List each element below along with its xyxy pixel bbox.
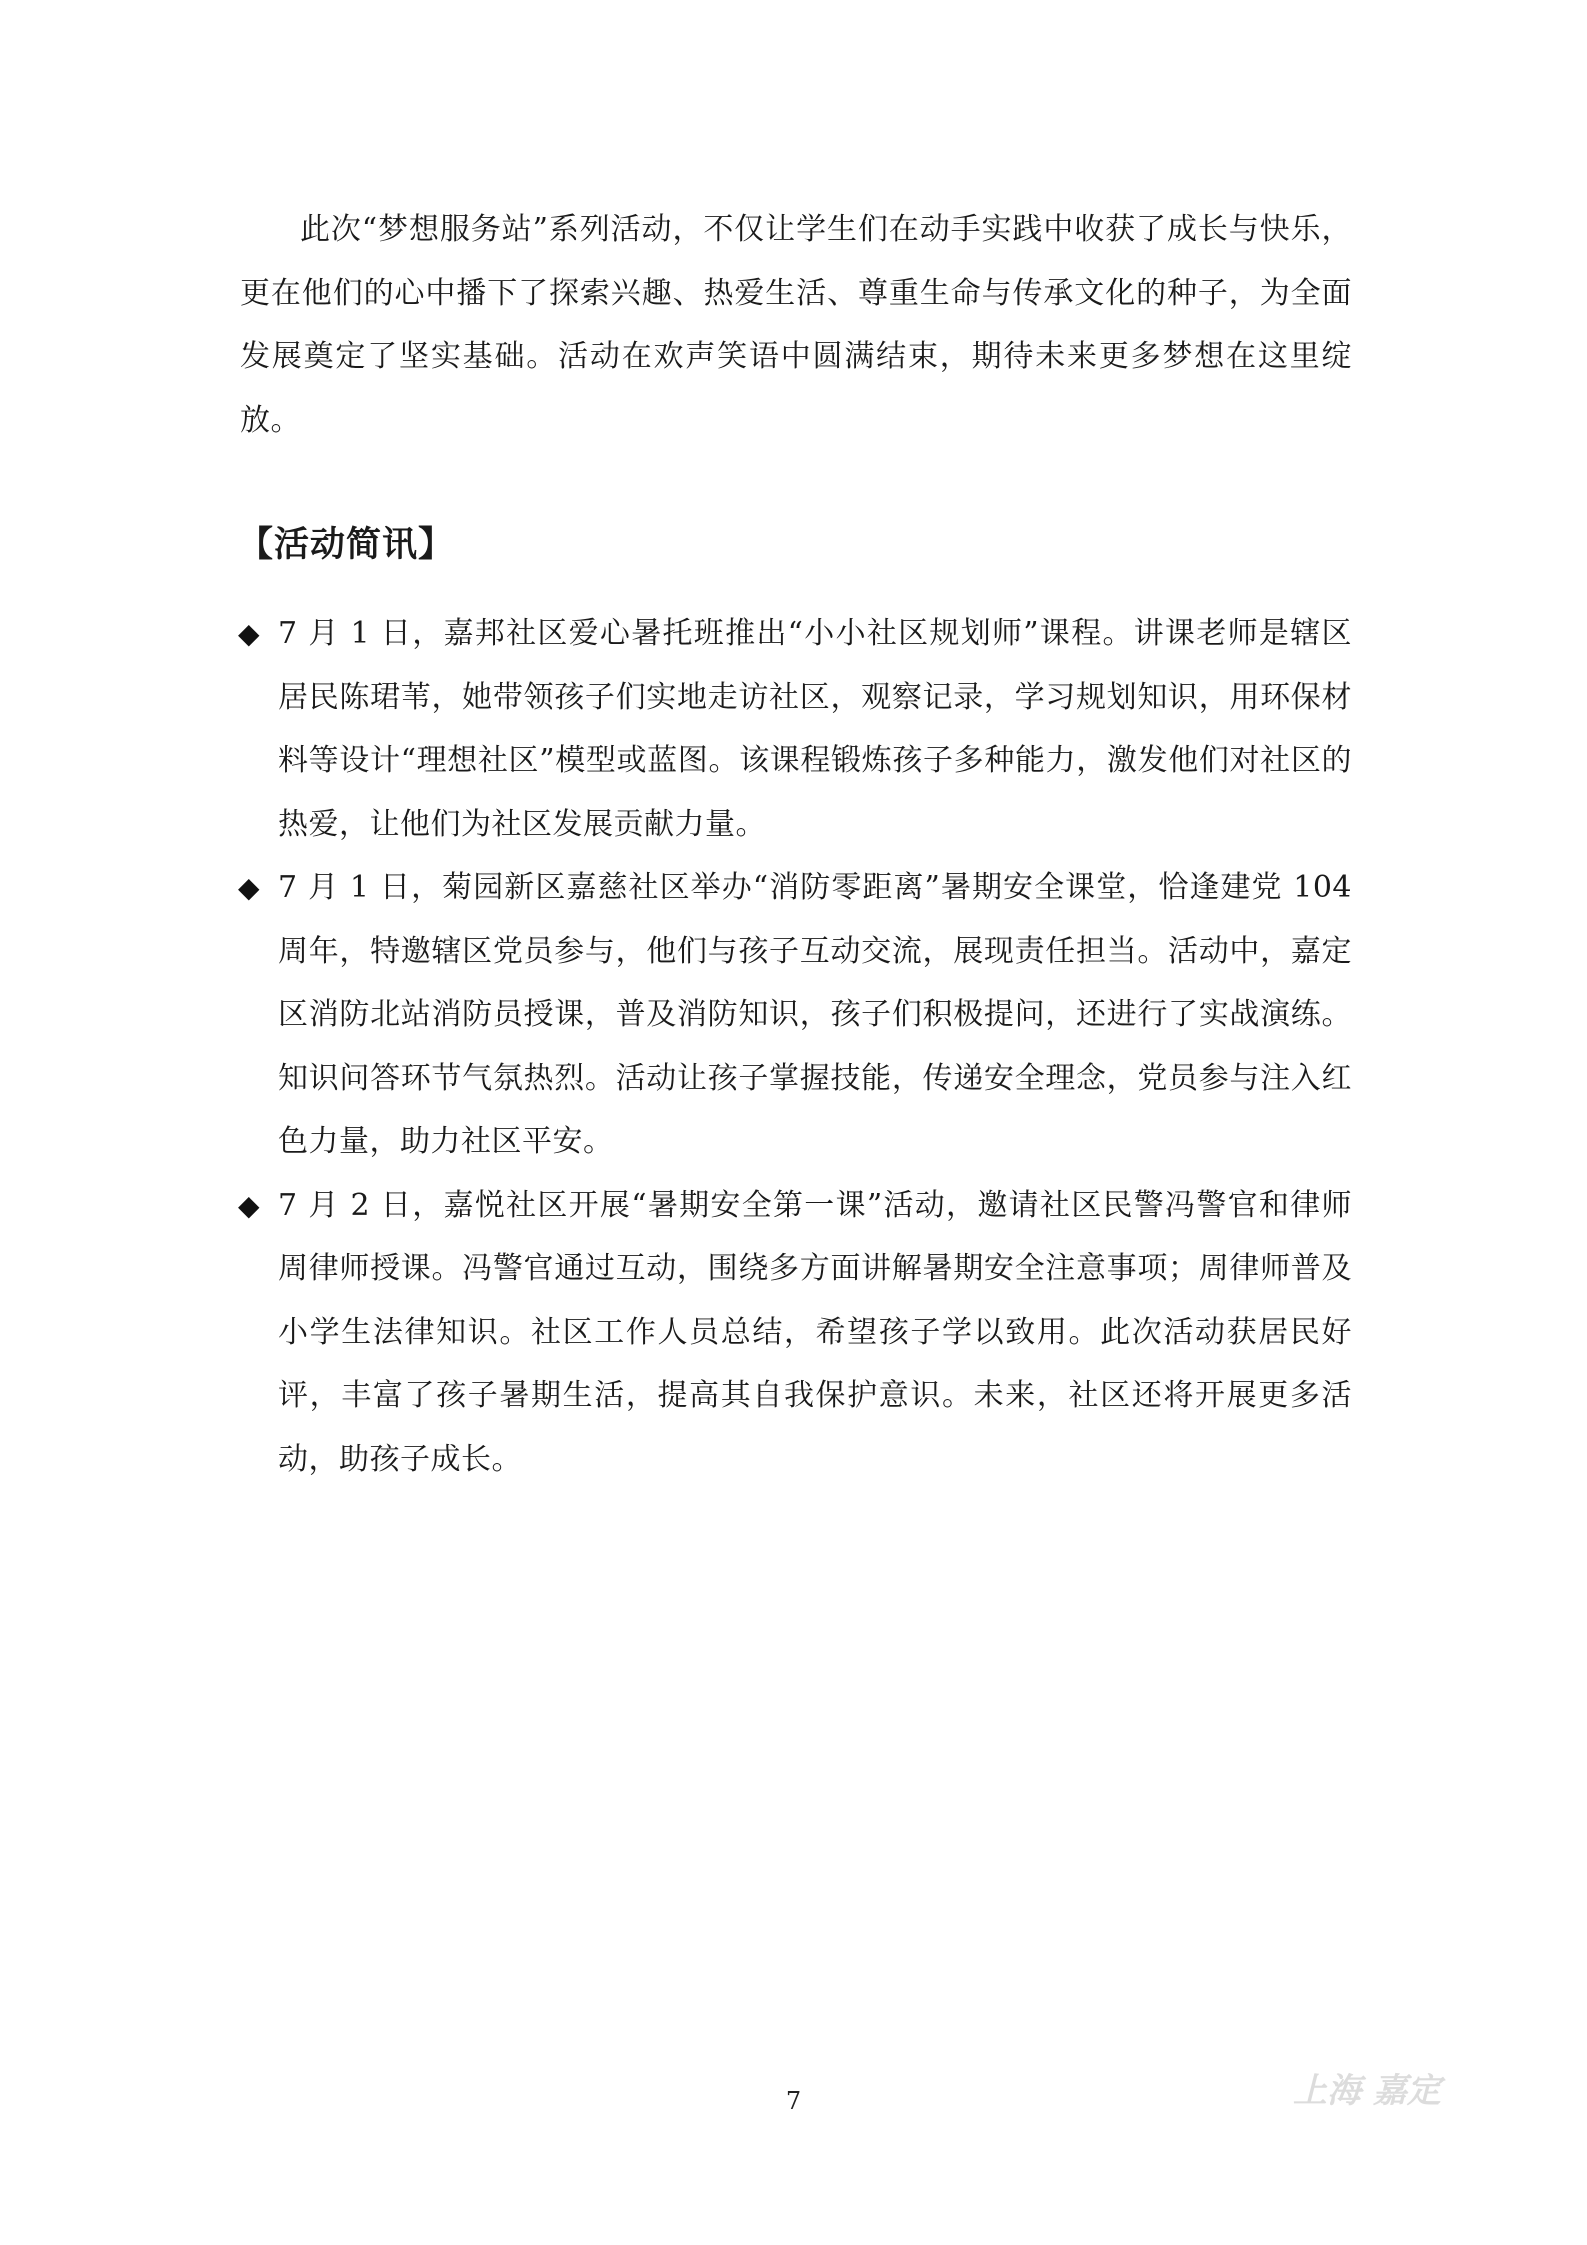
news-brief-item-3 <box>240 1174 1352 1492</box>
shanghai-jiading-watermark-logo <box>1285 2060 1475 2120</box>
diamond-bullet-icon: ◆ <box>238 1188 260 1222</box>
page-content <box>240 198 1352 1491</box>
diamond-bullet-icon: ◆ <box>238 617 260 650</box>
page-number: 7 <box>785 2087 802 2115</box>
news-brief-text: 7 月 2 日，嘉悦社区开展“暑期安全第一课”活动，邀请社区民警冯警官和律师周律师授课。冯警官通过互动，围绕多方面讲解暑期安全注意事项；周律师普及小学生法律知识。社区工作人员总结，希望孩子学以致用。此次活动获居民好评，丰富了孩子暑期生活，提高其自我保护意识。未来，社区还将开展更多活动，助孩子成长。 <box>278 1187 1352 1477</box>
intro-paragraph: 此次“梦想服务站”系列活动，不仅让学生们在动手实践中收获了成长与快乐，更在他们的心中播下了探索兴趣、热爱生活、尊重生命与传承文化的种子，为全面发展奠定了坚实基础。活动在欢声笑语中圆满结束，期待未来更多梦想在这里绽放。 <box>240 212 1352 438</box>
news-brief-list <box>240 602 1352 1491</box>
news-brief-text: 7 月 1 日，菊园新区嘉慈社区举办“消防零距离”暑期安全课堂，恰逢建党 104 周年，特邀辖区党员参与，他们与孩子互动交流，展现责任担当。活动中，嘉定区消防北站消防员授课，普及消防知识，孩子们积极提问，还进行了实战演练。知识问答环节气氛热烈。活动让孩子掌握技能，传递安全理念，党员参与注入红色力量，助力社区平安。 <box>278 870 1352 1159</box>
section-title: 【活动简讯】 <box>238 524 455 565</box>
news-brief-text: 7 月 1 日，嘉邦社区爱心暑托班推出“小小社区规划师”课程。讲课老师是辖区居民陈珺苇，她带领孩子们实地走访社区，观察记录，学习规划知识，用环保材料等设计“理想社区”模型或蓝图。该课程锻炼孩子多种能力，激发他们对社区的热爱，让他们为社区发展贡献力量。 <box>278 616 1352 842</box>
news-brief-item-1 <box>240 602 1352 856</box>
svg-text:上海 嘉定: 上海 嘉定 <box>1293 2071 1441 2111</box>
news-brief-item-2 <box>240 856 1352 1174</box>
diamond-bullet-icon: ◆ <box>238 871 260 904</box>
